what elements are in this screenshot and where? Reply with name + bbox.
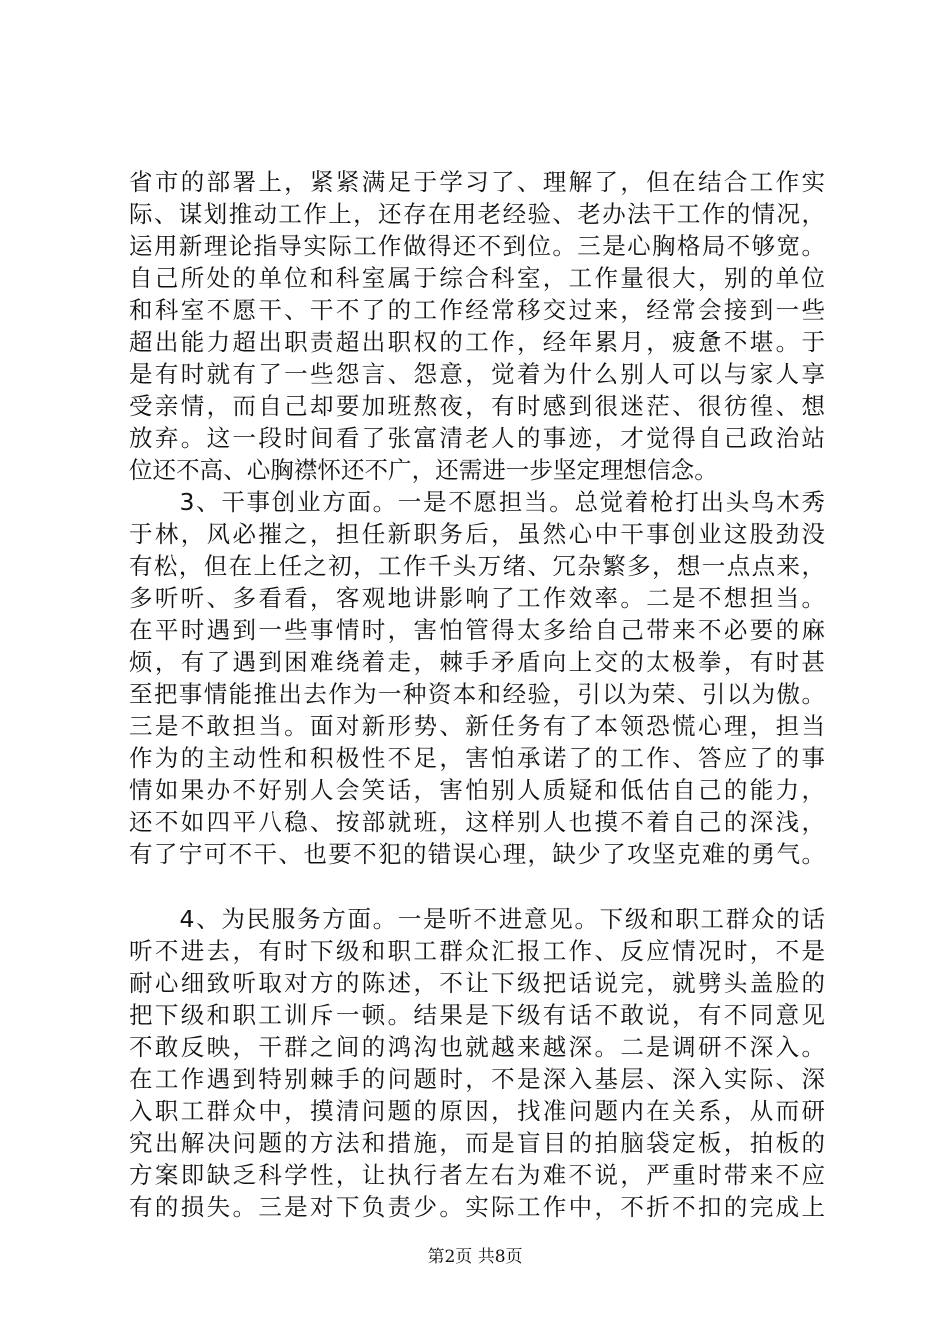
text-line: 情如果办不好别人会笑话，害怕别人质疑和低估自己的能力， — [129, 776, 825, 804]
text-line: 自己所处的单位和科室属于综合科室，工作量很大，别的单位 — [129, 264, 825, 292]
text-line: 多听听、多看看，客观地讲影响了工作效率。二是不想担当。 — [129, 584, 825, 612]
text-line: 作为的主动性和积极性不足，害怕承诺了的工作、答应了的事 — [129, 744, 825, 772]
text-line: 际、谋划推动工作上，还存在用老经验、老办法干工作的情况， — [129, 200, 825, 228]
page-number-footer: 第2页 共8页 — [427, 1247, 523, 1267]
section-3-heading-line: 3、干事创业方面。一是不愿担当。总觉着枪打出头鸟木秀 — [129, 488, 825, 516]
text-line: 耐心细致听取对方的陈述，不让下级把话说完，就劈头盖脸的 — [129, 969, 825, 997]
text-line: 还不如四平八稳、按部就班，这样别人也摸不着自己的深浅， — [129, 808, 825, 836]
text-line: 是有时就有了一些怨言、怨意，觉着为什么别人可以与家人享 — [129, 360, 825, 388]
text-line: 不敢反映，干群之间的鸿沟也就越来越深。二是调研不深入。 — [129, 1033, 825, 1061]
text-line: 入职工群众中，摸清问题的原因，找准问题内在关系，从而研 — [129, 1097, 825, 1125]
text-line: 听不进去，有时下级和职工群众汇报工作、反应情况时，不是 — [129, 937, 825, 965]
text-line: 和科室不愿干、干不了的工作经常移交过来，经常会接到一些 — [129, 296, 825, 324]
text-line: 究出解决问题的方法和措施，而是盲目的拍脑袋定板，拍板的 — [129, 1129, 825, 1157]
text-line: 在平时遇到一些事情时，害怕管得太多给自己带来不必要的麻 — [129, 616, 825, 644]
text-line: 把下级和职工训斥一顿。结果是下级有话不敢说，有不同意见 — [129, 1001, 825, 1029]
text-line: 至把事情能推出去作为一种资本和经验，引以为荣、引以为傲。 — [129, 680, 825, 708]
text-line: 超出能力超出职责超出职权的工作，经年累月，疲惫不堪。于 — [129, 328, 825, 356]
text-line: 有了宁可不干、也要不犯的错误心理，缺少了攻坚克难的勇气。 — [129, 840, 825, 868]
text-line: 省市的部署上，紧紧满足于学习了、理解了，但在结合工作实 — [129, 168, 825, 196]
body-text — [129, 166, 825, 1223]
text-line: 方案即缺乏科学性，让执行者左右为难不说，严重时带来不应 — [129, 1161, 825, 1189]
text-line: 有的损失。三是对下负责少。实际工作中，不折不扣的完成上 — [129, 1193, 825, 1221]
text-line: 有松，但在上任之初，工作千头万绪、冗杂繁多，想一点点来， — [129, 552, 825, 580]
text-line: 烦，有了遇到困难绕着走，棘手矛盾向上交的太极拳，有时甚 — [129, 648, 825, 676]
paragraph-gap — [129, 870, 825, 903]
text-line: 受亲情，而自己却要加班熬夜，有时感到很迷茫、很彷徨、想 — [129, 392, 825, 420]
text-line: 位还不高、心胸襟怀还不广，还需进一步坚定理想信念。 — [129, 456, 718, 484]
text-line: 运用新理论指导实际工作做得还不到位。三是心胸格局不够宽。 — [129, 232, 825, 260]
section-4-heading-line: 4、为民服务方面。一是听不进意见。下级和职工群众的话 — [129, 905, 825, 933]
text-line: 放弃。这一段时间看了张富清老人的事迹，才觉得自己政治站 — [129, 424, 825, 452]
text-line: 在工作遇到特别棘手的问题时，不是深入基层、深入实际、深 — [129, 1065, 825, 1093]
text-line: 三是不敢担当。面对新形势、新任务有了本领恐慌心理，担当 — [129, 712, 825, 740]
text-line: 于林，风必摧之，担任新职务后，虽然心中干事创业这股劲没 — [129, 520, 825, 548]
